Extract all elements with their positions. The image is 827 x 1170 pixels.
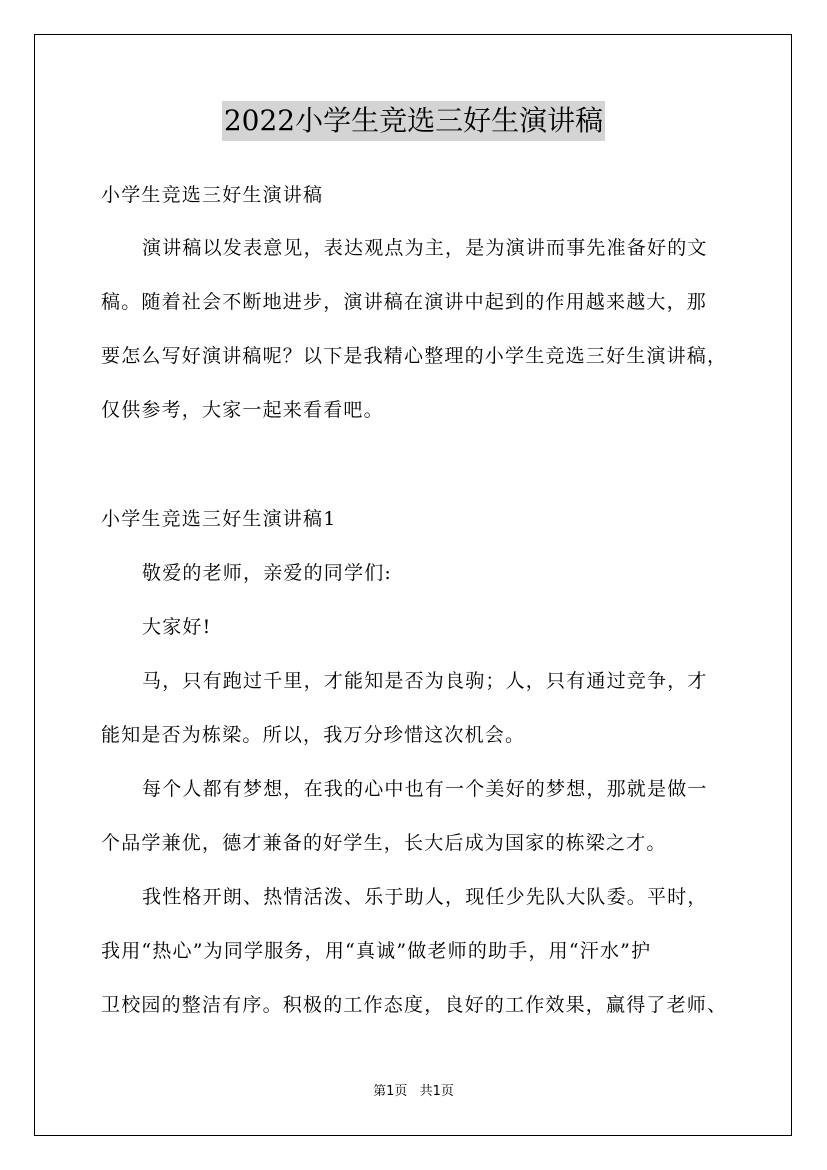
hello-line: 大家好! <box>142 616 212 638</box>
intro-line-3: 要怎么写好演讲稿呢？以下是我精心整理的小学生竞选三好生演讲稿， <box>101 345 728 367</box>
document-title: 2022小学生竞选三好生演讲稿 <box>222 101 605 141</box>
intro-line-1: 演讲稿以发表意见，表达观点为主，是为演讲而事先准备好的文 <box>142 237 708 259</box>
body-line-7: 卫校园的整洁有序。积极的工作态度，良好的工作效果，赢得了老师、 <box>101 994 728 1016</box>
section-heading: 小学生竞选三好生演讲稿1 <box>101 508 337 530</box>
document-heading: 小学生竞选三好生演讲稿 <box>101 184 324 206</box>
page-total: 共1页 <box>419 1084 454 1099</box>
intro-line-4: 仅供参考，大家一起来看看吧。 <box>101 399 384 421</box>
body-line-2: 能知是否为栋梁。所以，我万分珍惜这次机会。 <box>101 724 526 746</box>
body-line-5: 我性格开朗、热情活泼、乐于助人，现任少先队大队委。平时， <box>142 886 708 908</box>
body-line-3: 每个人都有梦想，在我的心中也有一个美好的梦想，那就是做一 <box>142 778 708 800</box>
greeting-line: 敬爱的老师，亲爱的同学们: <box>142 562 393 584</box>
body-line-4: 个品学兼优，德才兼备的好学生，长大后成为国家的栋梁之才。 <box>101 832 667 854</box>
title-container <box>0 101 827 141</box>
page-footer <box>0 1084 827 1100</box>
page-number: 第1页 <box>373 1084 408 1099</box>
intro-line-2: 稿。随着社会不断地进步，演讲稿在演讲中起到的作用越来越大，那 <box>101 291 708 313</box>
body-line-6: 我用“热心”为同学服务，用“真诚”做老师的助手，用“汗水”护 <box>101 940 652 962</box>
body-line-1: 马，只有跑过千里，才能知是否为良驹；人，只有通过竞争，才 <box>142 670 708 692</box>
